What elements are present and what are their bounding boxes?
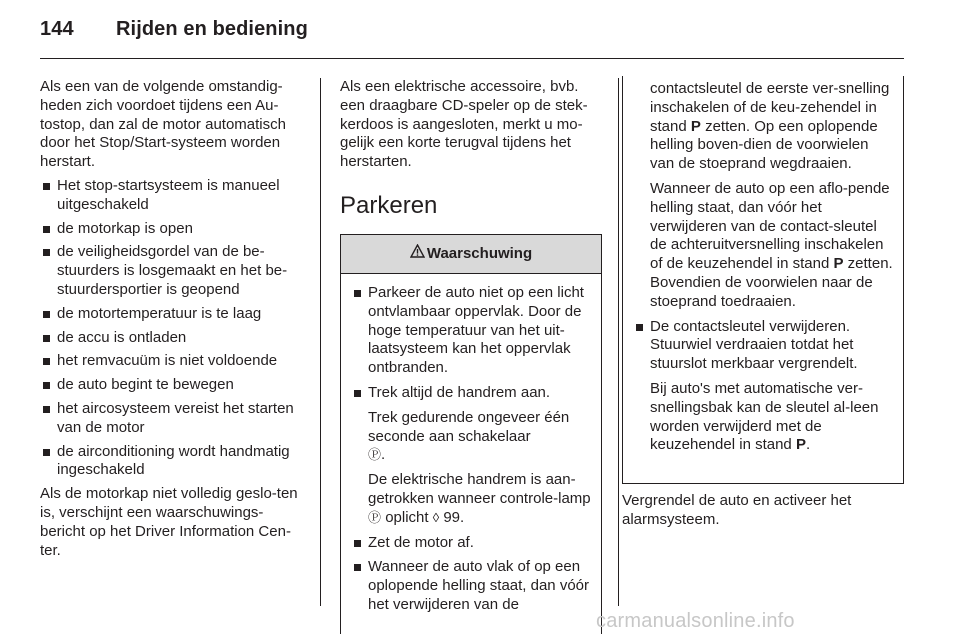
warning-triangle-icon (410, 244, 425, 264)
list-item: Zet de motor af. (351, 534, 591, 553)
header-rule (40, 58, 904, 59)
warning-body (341, 274, 601, 615)
gear-position: P (833, 255, 844, 273)
list-item: de airconditioning wordt handmatig ingeschakeld (40, 443, 306, 481)
sub-text: zetten. Bovendien de voorwielen naar de stoeprand toedraaien. (650, 255, 893, 310)
sub-paragraph: Trek gedurende ongeveer één seconde aan schakelaar Ⓟ. (368, 408, 570, 464)
accessory-paragraph: Als een elektrische accessoire, bvb. een draagbare CD-speler op de stek-kerdoos is aangesloten, merkt u mo-gelijk een korte terugval tijdens het herstarten. (340, 78, 588, 171)
column-divider (320, 78, 321, 606)
list-item: Het stop-startsysteem is manueel uitgeschakeld (40, 177, 306, 215)
sub-paragraph (650, 180, 893, 312)
page-header (40, 18, 308, 41)
sub-text: . (805, 436, 811, 454)
sub-text: Trek gedurende ongeveer één seconde aan schakelaar (368, 408, 570, 445)
sub-text: oplicht (385, 508, 429, 526)
column-1 (40, 78, 306, 560)
list-item: de motorkap is open (40, 220, 306, 239)
sub-paragraph: De elektrische handrem is aan-getrokken wanneer controle-lamp Ⓟ oplicht ◊ 99. (368, 471, 591, 526)
sub-paragraph (650, 380, 893, 455)
closing-paragraph: Vergrendel de auto en activeer het alarmsysteem. (622, 492, 852, 528)
page-title: Rijden en bediening (116, 18, 308, 40)
list-item-text: Trek altijd de handrem aan. (368, 383, 551, 401)
section-title: Parkeren (340, 191, 438, 219)
list-item: de veiligheidsgordel van de be-stuurders is losgemaakt en het be-stuurdersportier is geopend (40, 243, 306, 299)
outro-paragraph: Als de motorkap niet volledig geslo-ten is, verschijnt een waarschuwings-bericht op het Driver Information Cen-ter. (40, 485, 298, 559)
list-item: het aircosysteem vereist het starten van de motor (40, 400, 306, 438)
page-reference[interactable]: 99 (443, 508, 461, 526)
list-item: de motortemperatuur is te laag (40, 305, 306, 324)
sub-text: Wanneer de auto op een aflo-pende helling staat, dan vóór het verwijderen van de contact-sleutel de achteruitversnelling inschakelen of de keuzehendel in stand (650, 179, 890, 273)
list-item: het remvacuüm is niet voldoende (40, 352, 306, 371)
warning-box (340, 234, 602, 634)
warning-label: Waarschuwing (426, 244, 533, 262)
intro-paragraph: Als een van de volgende omstandig-heden zich voordoet tijdens een Au-tostop, dan zal de motor automatisch door het Stop/Start-systeem worden herstart. (40, 78, 286, 171)
sub-text: zetten. Op een oplopende helling boven-dien de voorwielen van de stoeprand wegdraaien. (650, 117, 878, 173)
parking-brake-icon: Ⓟ (368, 509, 382, 525)
list-item: de accu is ontladen (40, 329, 306, 348)
sub-paragraph (650, 80, 893, 174)
list-item: de auto begint te bewegen (40, 376, 306, 395)
watermark: carmanualsonline.info (596, 610, 795, 632)
warning-header (341, 235, 601, 274)
list-item-text: De contactsleutel verwijderen. Stuurwiel verdraaien totdat het stuurslot merkbaar vergrendelt. (650, 317, 858, 373)
cross-reference-icon: ◊ (432, 509, 440, 525)
restart-conditions-list (40, 177, 306, 480)
column-divider (618, 78, 619, 606)
list-item: Wanneer de auto vlak of op een oplopende helling staat, dan vóór het verwijderen van de (351, 558, 591, 614)
column-2 (340, 78, 602, 634)
list-item (633, 318, 893, 456)
list-item: Parkeer de auto niet op een licht ontvlambaar oppervlak. Door de hoge temperatuur van het uit-laatsysteem kan het oppervlak ontbranden. (351, 284, 591, 378)
gear-position: P (690, 117, 701, 135)
sub-text: De elektrische handrem is aan-getrokken wanneer controle-lamp (368, 471, 591, 507)
parking-brake-icon: Ⓟ (368, 447, 382, 463)
list-item (351, 384, 591, 528)
sub-text: contactsleutel de eerste ver-snelling inschakelen of de keu-zehendel in stand (650, 80, 890, 135)
gear-position: P (795, 436, 806, 454)
warning-box-continued (622, 76, 904, 484)
sub-text: Bij auto's met automatische ver-snellingsbak kan de sleutel al-leen worden verwijderd met de keuzehendel in stand (650, 379, 879, 454)
page-number: 144 (40, 18, 74, 40)
